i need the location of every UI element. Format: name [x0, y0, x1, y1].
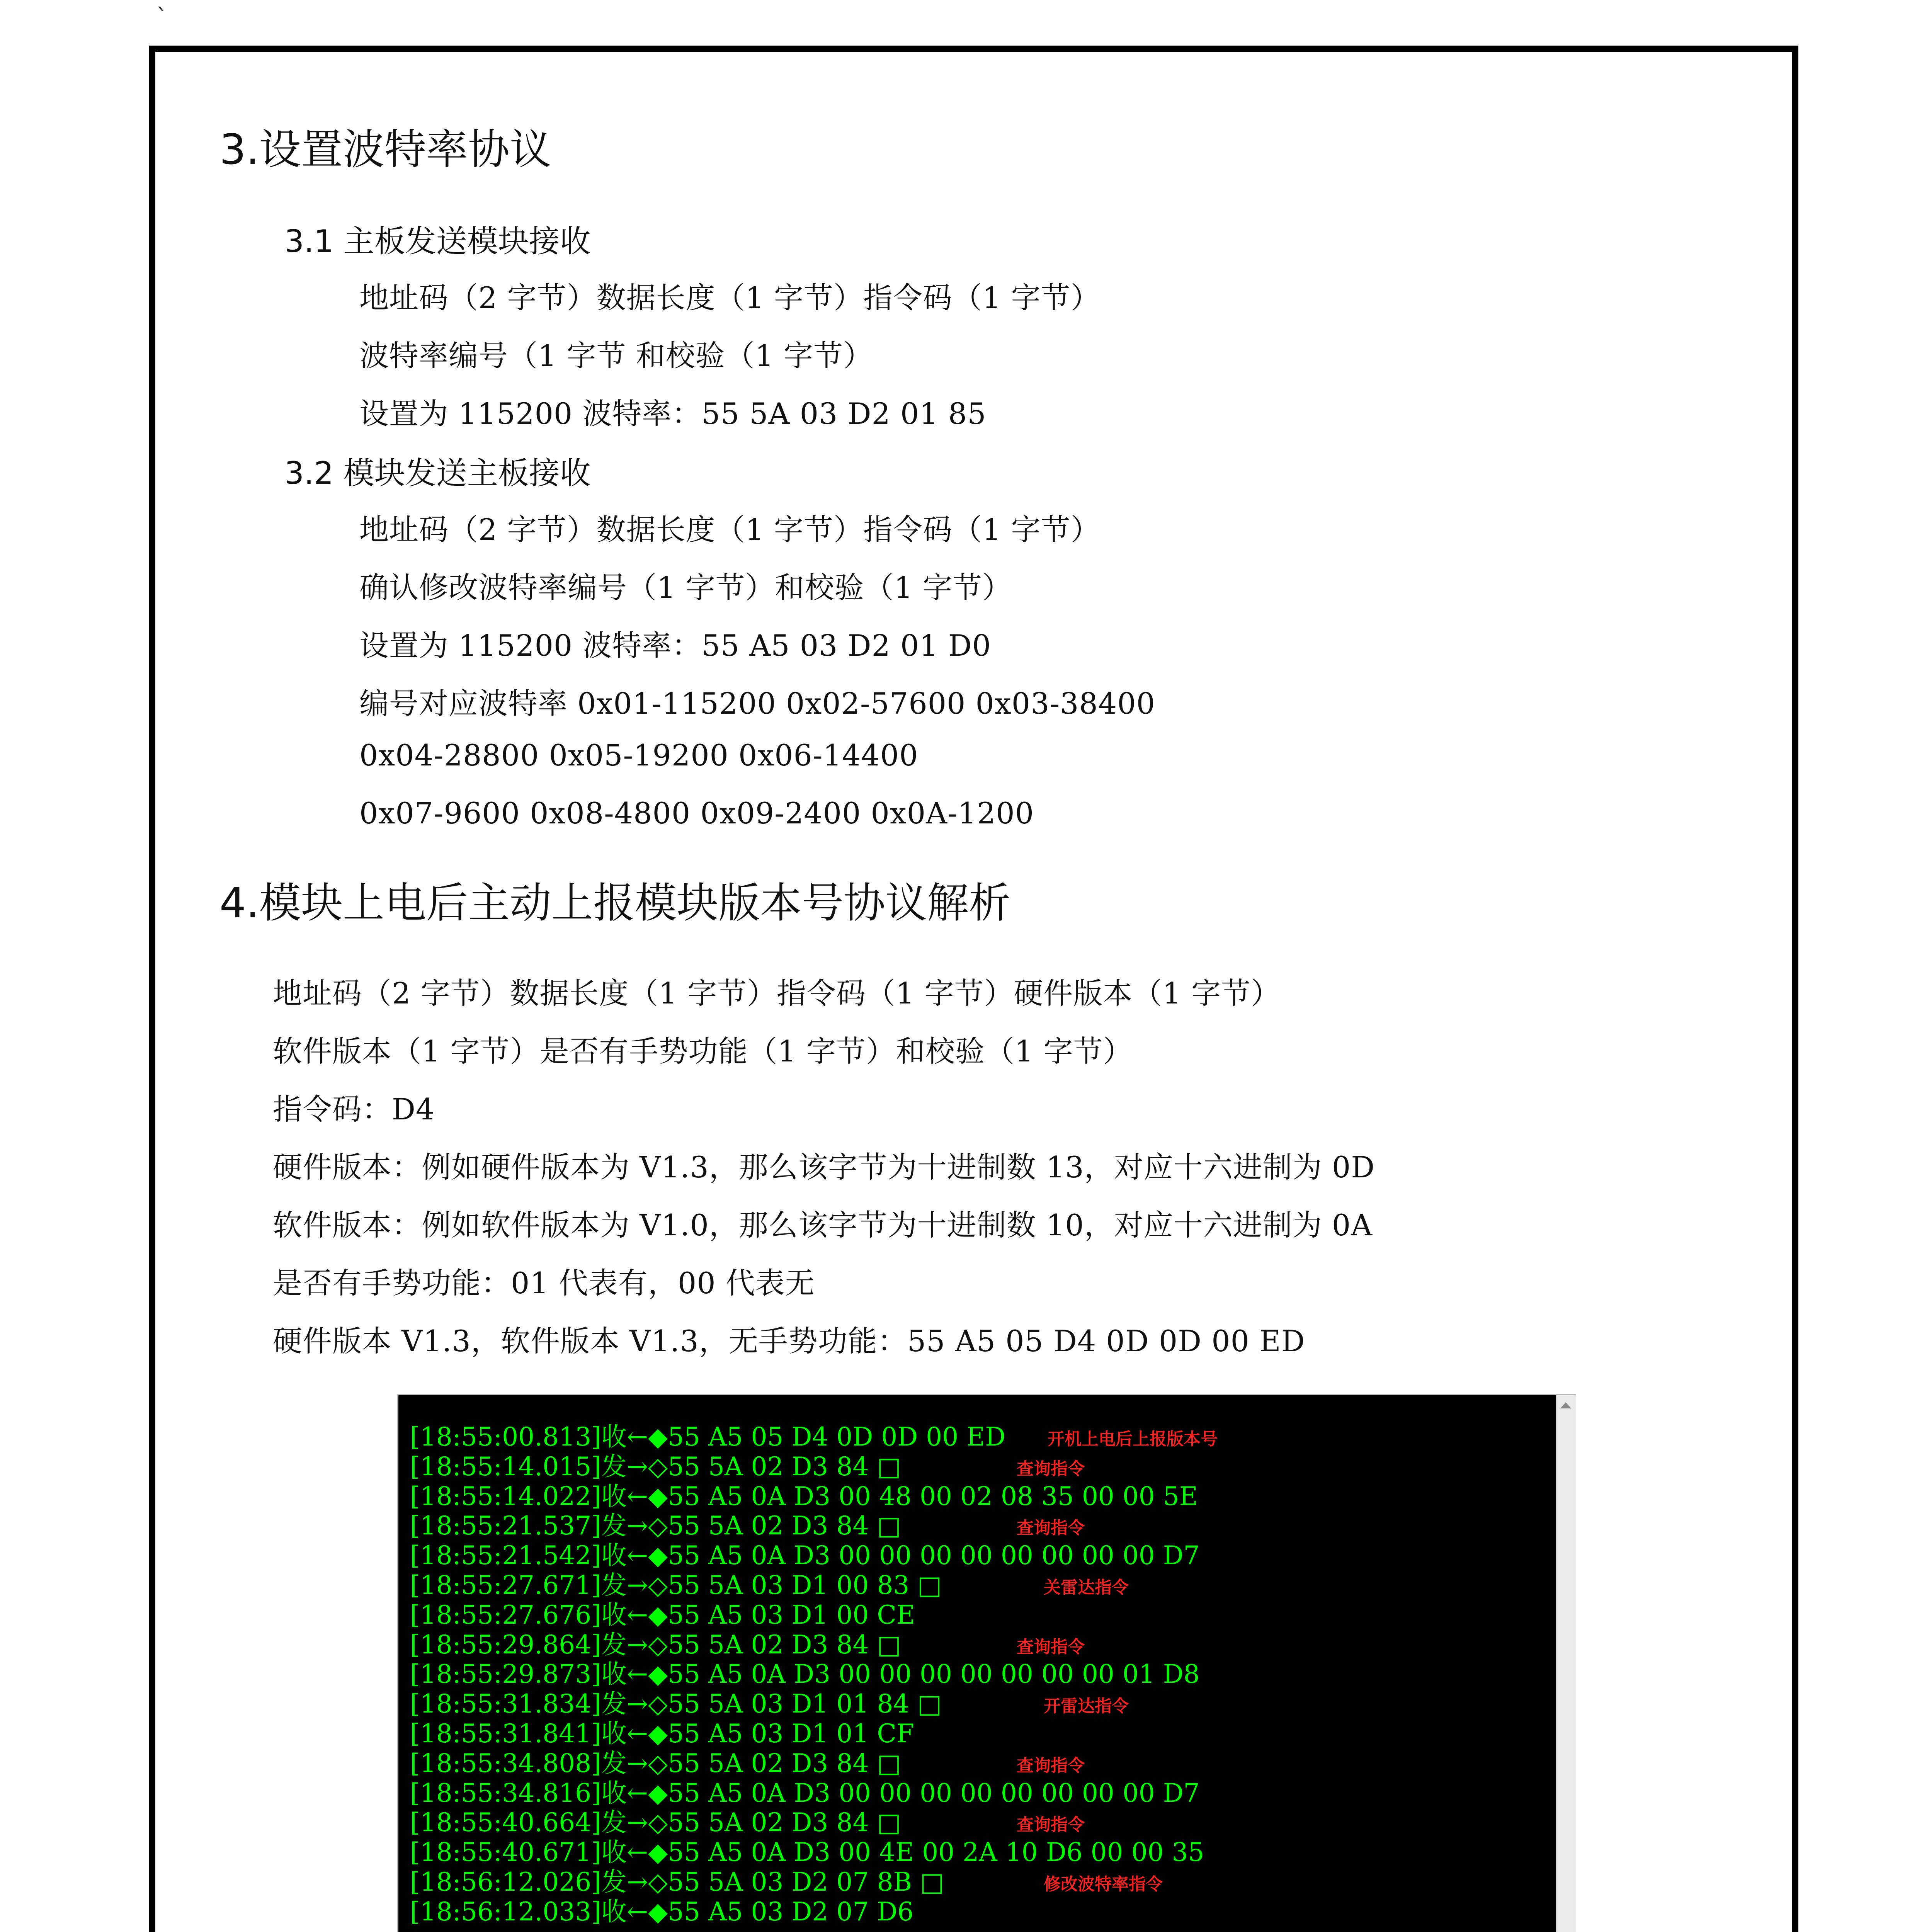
log-annotation: 开机上电后上报版本号 [1048, 1429, 1218, 1449]
section3-2-title: 3.2 模块发送主板接收 [284, 455, 591, 491]
section4-line: 地址码（2 字节）数据长度（1 字节）指令码（1 字节）硬件版本（1 字节） [273, 976, 1281, 1010]
log-line [410, 1660, 1204, 1689]
section4-line: 是否有手势功能：01 代表有，00 代表无 [273, 1266, 815, 1300]
receive-window[interactable] [398, 1395, 1556, 1932]
log-line-text: [18:55:27.676]收←◆55 A5 03 D1 00 CE [410, 1600, 915, 1630]
log-line-text: [18:55:21.542]收←◆55 A5 0A D3 00 00 00 00 00 00 00 00 D7 [410, 1541, 1200, 1571]
log-line [410, 1808, 1204, 1838]
log-annotation: 修改波特率指令 [1044, 1874, 1163, 1894]
corner-mark: ` [156, 4, 168, 31]
log-line-text: [18:55:00.813]收←◆55 A5 05 D4 0D 0D 00 ED [410, 1422, 1006, 1452]
log-annotation: 查询指令 [1017, 1459, 1085, 1479]
log-line [410, 1630, 1204, 1660]
log-line [410, 1452, 1204, 1482]
log-line [410, 1719, 1204, 1749]
log-line-text: [18:55:14.015]发→◇55 5A 02 D3 84 □ [410, 1451, 901, 1481]
section4-line: 硬件版本：例如硬件版本为 V1.3，那么该字节为十进制数 13，对应十六进制为 0D [273, 1150, 1375, 1184]
serial-tool-screenshot [397, 1394, 1576, 1932]
receive-log [410, 1422, 1218, 1927]
section4-line: 软件版本：例如软件版本为 V1.0，那么该字节为十进制数 10，对应十六进制为 0A [273, 1208, 1373, 1242]
log-annotation: 查询指令 [1017, 1755, 1085, 1776]
log-annotation: 查询指令 [1017, 1637, 1085, 1657]
log-line [410, 1779, 1204, 1808]
section3-2-line: 确认修改波特率编号（1 字节）和校验（1 字节） [359, 570, 1012, 605]
receive-scrollbar[interactable] [1556, 1395, 1576, 1932]
log-annotation: 查询指令 [1017, 1518, 1085, 1538]
log-line-text: [18:55:29.873]收←◆55 A5 0A D3 00 00 00 00 00 00 00 01 D8 [410, 1659, 1200, 1689]
log-annotation: 关雷达指令 [1044, 1577, 1129, 1597]
log-annotation: 查询指令 [1017, 1815, 1085, 1835]
log-line [410, 1897, 1204, 1927]
log-line [410, 1838, 1204, 1867]
log-line-text: [18:56:12.033]收←◆55 A5 03 D2 07 D6 [410, 1896, 914, 1927]
log-line [410, 1689, 1204, 1719]
log-annotation: 开雷达指令 [1044, 1696, 1129, 1716]
log-line [410, 1482, 1204, 1512]
log-line-text: [18:55:27.671]发→◇55 5A 03 D1 00 83 □ [410, 1570, 942, 1600]
section3-2-line: 0x04-28800 0x05-19200 0x06-14400 [359, 738, 919, 772]
log-line-text: [18:55:34.816]收←◆55 A5 0A D3 00 00 00 00 00 00 00 00 D7 [410, 1778, 1200, 1808]
section4-line: 软件版本（1 字节）是否有手势功能（1 字节）和校验（1 字节） [273, 1034, 1133, 1068]
section4-title: 4.模块上电后主动上报模块版本号协议解析 [219, 879, 1011, 927]
log-line [410, 1867, 1204, 1897]
section3-1-title: 3.1 主板发送模块接收 [284, 223, 591, 259]
section4-line: 硬件版本 V1.3，软件版本 V1.3，无手势功能：55 A5 05 D4 0D 0D 00 ED [273, 1324, 1305, 1358]
section3-2-line: 设置为 115200 波特率：55 A5 03 D2 01 D0 [359, 628, 992, 663]
log-line [410, 1749, 1204, 1779]
log-line [410, 1600, 1204, 1630]
section3-1-line: 设置为 115200 波特率：55 5A 03 D2 01 85 [359, 396, 987, 431]
section3-2-line: 0x07-9600 0x08-4800 0x09-2400 0x0A-1200 [359, 796, 1034, 830]
log-line [410, 1511, 1204, 1541]
section4-line: 指令码：D4 [273, 1092, 435, 1126]
log-line-text: [18:55:31.834]发→◇55 5A 03 D1 01 84 □ [410, 1689, 942, 1719]
section3-title: 3.设置波特率协议 [219, 126, 552, 174]
log-line-text: [18:55:40.671]收←◆55 A5 0A D3 00 4E 00 2A 10 D6 00 00 35 [410, 1837, 1204, 1867]
log-line-text: [18:55:34.808]发→◇55 5A 02 D3 84 □ [410, 1748, 901, 1778]
section3-1-line: 地址码（2 字节）数据长度（1 字节）指令码（1 字节） [359, 281, 1101, 315]
log-line-text: [18:55:31.841]收←◆55 A5 03 D1 01 CF [410, 1718, 914, 1748]
section3-2-line: 地址码（2 字节）数据长度（1 字节）指令码（1 字节） [359, 512, 1101, 547]
log-line [410, 1541, 1204, 1571]
scroll-up-icon[interactable] [1560, 1402, 1571, 1408]
log-line-text: [18:55:40.664]发→◇55 5A 02 D3 84 □ [410, 1808, 901, 1838]
log-line-text: [18:55:21.537]发→◇55 5A 02 D3 84 □ [410, 1511, 901, 1541]
log-line-text: [18:56:12.026]发→◇55 5A 03 D2 07 8B □ [410, 1867, 944, 1897]
log-line-text: [18:55:29.864]发→◇55 5A 02 D3 84 □ [410, 1629, 901, 1660]
section3-1-line: 波特率编号（1 字节 和校验（1 字节） [359, 338, 873, 373]
log-line [410, 1422, 1218, 1452]
section3-2-line: 编号对应波特率 0x01-115200 0x02-57600 0x03-38400 [359, 686, 1155, 721]
log-line [410, 1571, 1204, 1600]
log-line-text: [18:55:14.022]收←◆55 A5 0A D3 00 48 00 02 08 35 00 00 5E [410, 1481, 1198, 1511]
